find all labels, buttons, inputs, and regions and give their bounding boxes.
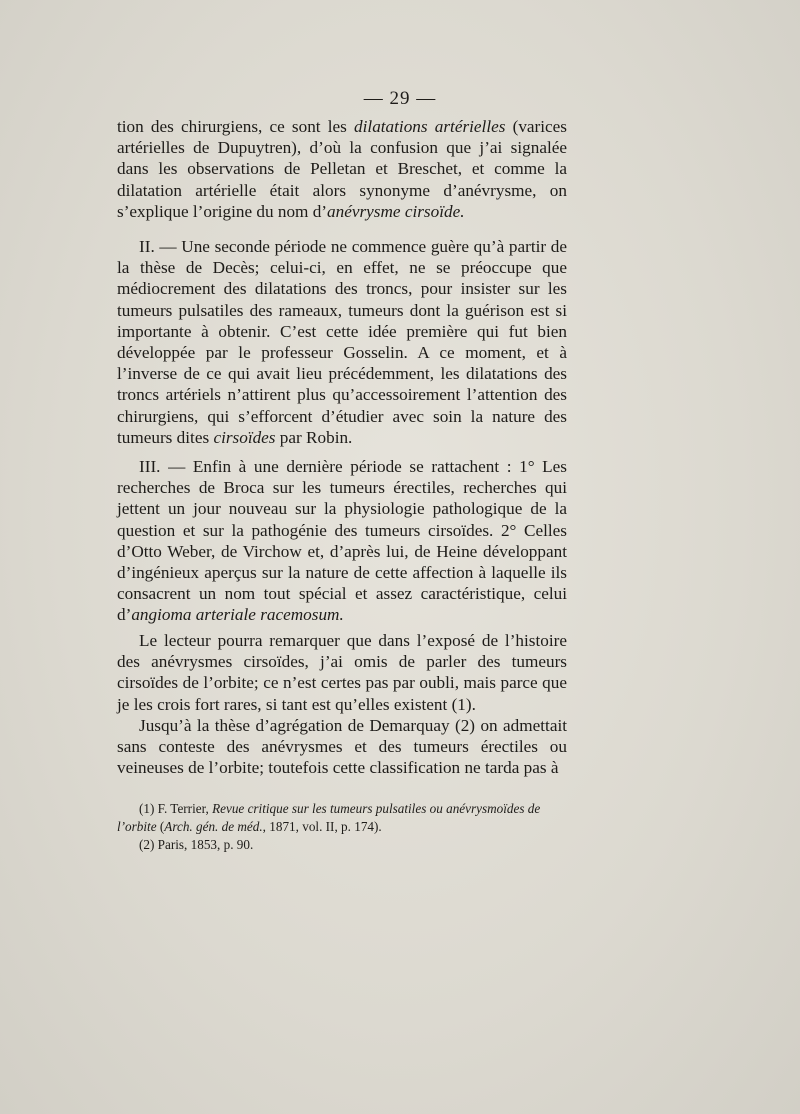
p1-text-a: tion des chirurgiens, ce sont les <box>117 117 355 136</box>
footnote-1 <box>117 800 567 836</box>
p2-text-a: II. — Une seconde période ne commence guère qu’à partir de la thèse de Decès; celui-ci, en effet, ne se préoccupe que médiocrement des dilatations des troncs, pour insister sur les tumeurs pulsatiles des rameaux, tumeurs dont la guérison est si importante à obtenir. C’est cette idée première qui fut bien développée par le professeur Gosselin. A ce moment, et à l’inverse de ce qui avait lieu précédemment, les dilatations des troncs artériels n’attirent plus qu’accessoirement l’attention des chirurgiens, qui s’efforcent d’étudier avec soin la nature des tumeurs dites <box>117 237 567 447</box>
fn1-italic-d: Arch. gén. de méd. <box>164 819 263 834</box>
footnote-2: (2) Paris, 1853, p. 90. <box>139 837 254 852</box>
fn1-text-a: (1) F. Terrier, <box>139 801 213 816</box>
paragraph-1 <box>117 116 567 222</box>
p2-text-c: par Robin. <box>275 427 353 447</box>
paragraph-4: Le lecteur pourra remarquer que dans l’exposé de l’histoire des anévrysmes cirsoïdes, j’ai omis de parler des tumeurs cirsoïdes de l’orbite; ce n’est certes pas par oubli, mais parce que je les crois fort rares, si tant est qu’elles existent (1). <box>117 631 567 714</box>
p1-text-c: (varices artérielles de Dupuytren), d’où la confusion que j’ai signalée dans les observations de Pelletan et Breschet, et comme la dilatation artérielle était alors synonyme d’anévrysme, on s’explique l’origine du nom d’ <box>117 117 567 221</box>
footnotes <box>117 800 567 854</box>
paragraph-2 <box>117 236 567 448</box>
p3-italic-b: angioma arteriale racemosum. <box>131 605 344 625</box>
p1-italic-d: anévrysme cirsoïde. <box>327 201 465 221</box>
fn1-italic-b: Revue critique sur les tumeurs pulsatiles ou anévrysmoïdes de l’orbite <box>117 801 541 834</box>
p2-italic-b: cirsoïdes <box>213 427 276 447</box>
fn1-text-e: , 1871, vol. II, p. 174). <box>262 819 382 834</box>
p1-italic-b: dilatations artérielles <box>354 117 506 136</box>
paragraph-4-5 <box>117 630 567 778</box>
paragraph-3 <box>117 456 567 626</box>
fn1-text-c: ( <box>156 819 165 834</box>
page-number: — 29 — <box>363 88 437 109</box>
paragraph-5: Jusqu’à la thèse d’agrégation de Demarquay (2) on admettait sans conteste des anévrysmes et des tumeurs érectiles ou veineuses de l’orbite; toutefois cette classification ne tarda pas à <box>117 715 567 778</box>
p3-text-a: III. — Enfin à une dernière période se rattachent : 1° Les recherches de Broca sur les tumeurs érectiles, recherches qui jettent un jour nouveau sur la physiologie pathologique de la question et sur la pathogénie des tumeurs cirsoïdes. 2° Celles d’Otto Weber, de Virchow et, d’après lui, de Heine développant d’ingénieux aperçus sur la nature de cette affection à laquelle ils consacrent un nom tout spécial et assez caractéristique, celui d’ <box>117 457 567 625</box>
